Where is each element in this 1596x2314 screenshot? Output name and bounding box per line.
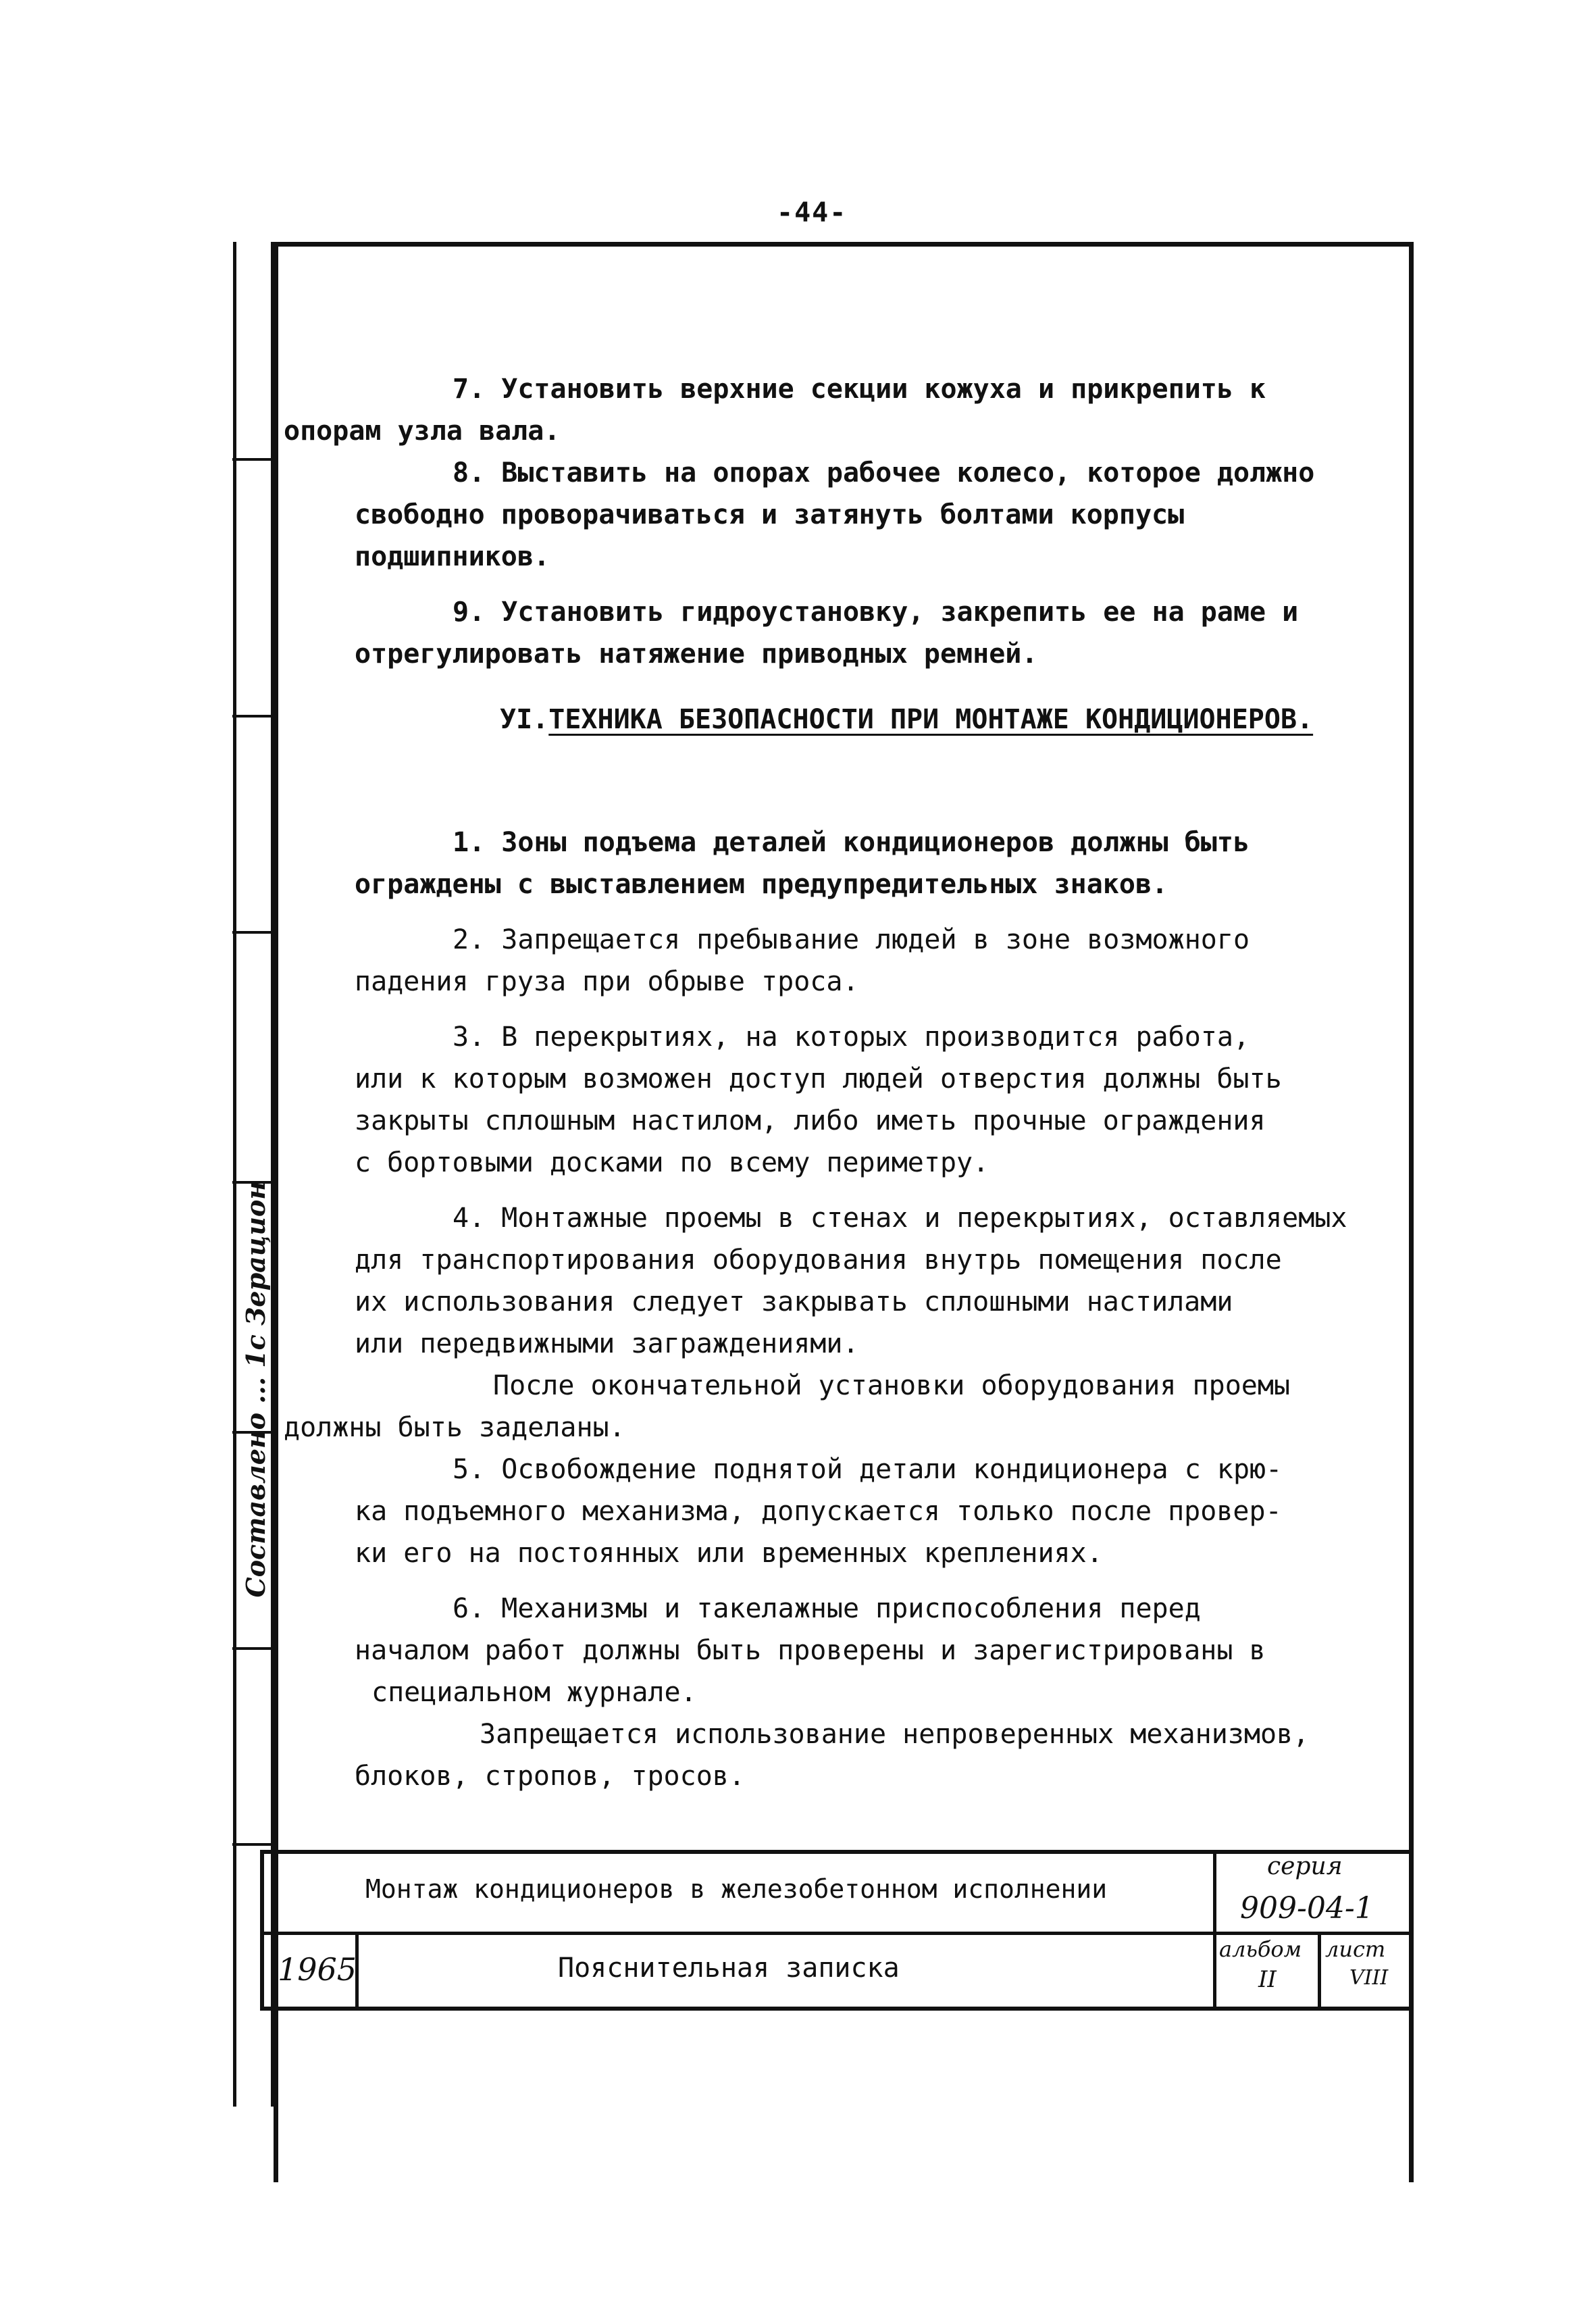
left-margin-strip xyxy=(233,242,274,2107)
margin-signature: Составлено ... 1с Зерацион xyxy=(240,1181,271,1598)
rule-2: 2. Запрещается пребывание людей в зоне возможного падения груза при обрыве троса. xyxy=(355,924,1250,997)
title-block-row-1 xyxy=(264,1854,1410,1935)
sheet-cell xyxy=(1321,1935,1410,2011)
title-block-row-2 xyxy=(264,1935,1410,2011)
paragraph-8: 8. Выставить на опорах рабочее колесо, которое должно свободно проворачиваться и затянуть болтами корпусы подшипников. xyxy=(355,457,1315,572)
section-heading xyxy=(284,699,1405,740)
paragraph-7: 7. Установить верхние секции кожуха и прикрепить к опорам узла вала. xyxy=(284,374,1266,447)
album-label: альбом xyxy=(1219,1936,1302,1962)
paragraph-9: 9. Установить гидроустановку, закрепить ее на раме и отрегулировать натяжение приводных ремней. xyxy=(355,597,1299,670)
album-cell xyxy=(1216,1935,1321,2011)
rule-3: 3. В перекрытиях, на которых производится работа, или к которым возможен доступ людей отверстия должны быть закрыты сплошным настилом, либо иметь прочные ограждения с бортовыми досками по всему периметру. xyxy=(355,1022,1282,1178)
strip-divider xyxy=(232,715,276,718)
document-body xyxy=(284,368,1405,1797)
sheet-value: VIII xyxy=(1349,1966,1389,1990)
sheet-label: лист xyxy=(1325,1936,1386,1962)
rule-6: 6. Механизмы и такелажные приспособления перед началом работ должны быть проверены и зарегистрированы в специальном журнале. xyxy=(355,1593,1266,1708)
rule-1: 1. Зоны подъема деталей кондиционеров должны быть ограждены с выставлением предупредительных знаков. xyxy=(355,827,1250,900)
strip-divider xyxy=(232,1843,276,1846)
strip-divider xyxy=(232,458,276,461)
project-title-cell xyxy=(264,1854,1216,1932)
document-name-cell xyxy=(359,1935,1216,2011)
title-block xyxy=(260,1850,1414,2011)
album-value: II xyxy=(1258,1966,1277,1993)
section-title: ТЕХНИКА БЕЗОПАСНОСТИ ПРИ МОНТАЖЕ КОНДИЦИОНЕРОВ. xyxy=(548,704,1314,735)
rule-5: 5. Освобождение поднятой детали кондиционера с крю- ка подъемного механизма, допускается только после провер- ки его на постоянных или временных креплениях. xyxy=(355,1454,1283,1569)
rule-6-note: Запрещается использование непроверенных механизмов, блоков, стропов, тросов. xyxy=(355,1719,1310,1792)
project-title: Монтаж кондиционеров в железобетонном исполнении xyxy=(365,1874,1108,1904)
strip-divider xyxy=(232,931,276,934)
page-number: -44- xyxy=(777,197,848,228)
strip-divider xyxy=(232,1647,276,1650)
year: 1965 xyxy=(278,1951,357,1988)
rule-4: 4. Монтажные проемы в стенах и перекрытиях, оставляемых для транспортирования оборудования внутрь помещения после их использования следует закрывать сплошными настилами или передвижными заграждениями. xyxy=(355,1203,1347,1359)
section-number: УІ. xyxy=(500,704,549,735)
document-name: Пояснительная записка xyxy=(558,1953,900,1984)
series-cell xyxy=(1216,1854,1410,1932)
year-cell xyxy=(264,1935,359,2011)
series-value: 909-04-1 xyxy=(1240,1891,1374,1926)
rule-4-note: После окончательной установки оборудования проемы должны быть заделаны. xyxy=(284,1370,1291,1443)
series-label: серия xyxy=(1267,1853,1343,1880)
